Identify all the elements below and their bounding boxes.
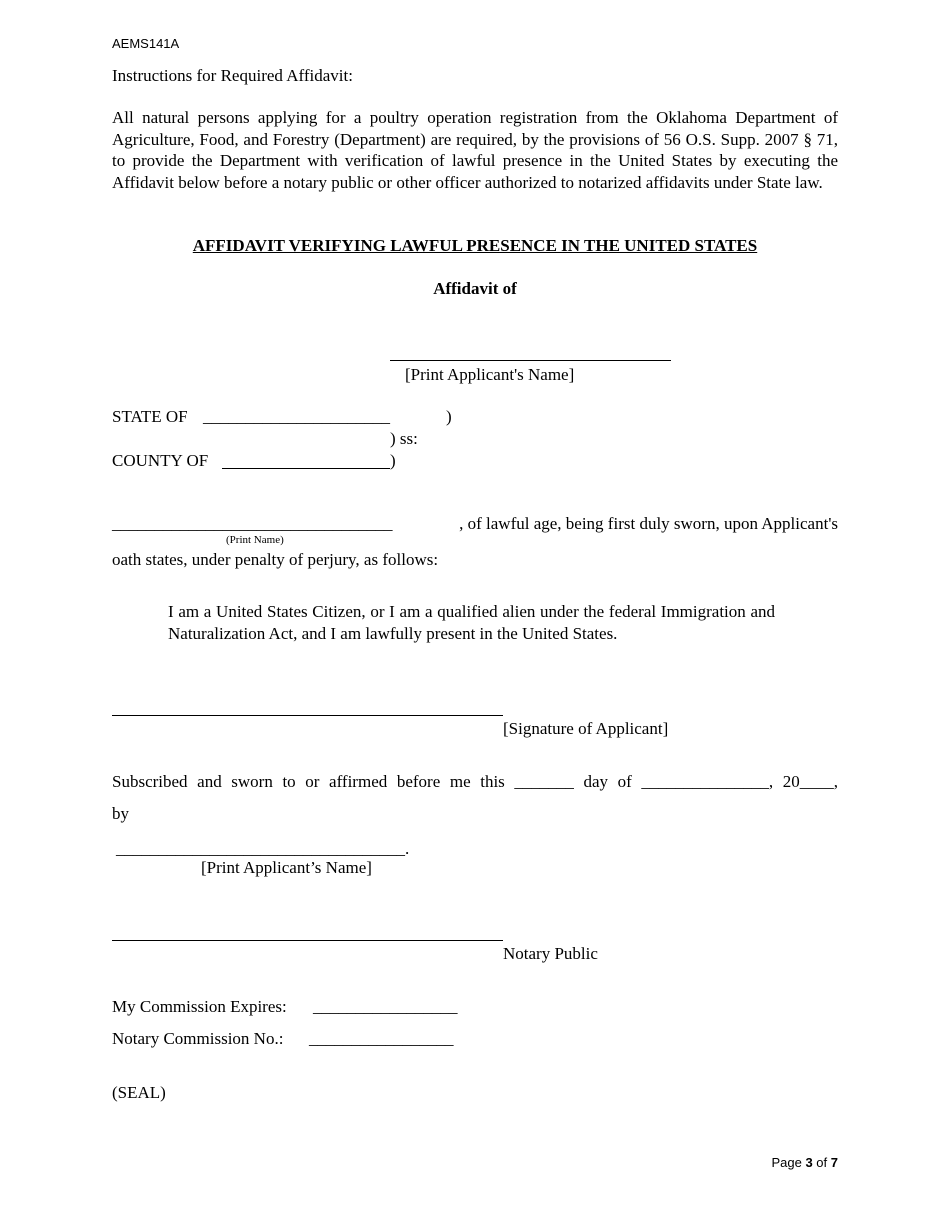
page-total: 7 — [830, 1155, 838, 1170]
oath-statement: I am a United States Citizen, or I am a qualified alien under the federal Immigration and Naturalization Act, and I am lawfully present in the United States. — [168, 602, 775, 643]
print-name-caption: (Print Name) — [226, 534, 284, 546]
oath-name-field[interactable]: _________________________________ — [112, 514, 393, 533]
state-label: STATE OF — [112, 407, 188, 426]
applicant-name-caption: [Print Applicant's Name] — [405, 365, 575, 384]
oath-line2: oath states, under penalty of perjury, as follows: — [112, 550, 439, 569]
page-of: of — [816, 1155, 828, 1170]
commission-no-field[interactable]: _________________ — [309, 1029, 454, 1048]
page-prefix: Page — [771, 1155, 802, 1170]
signature-line[interactable] — [112, 715, 503, 716]
page-number — [771, 1155, 838, 1171]
instructions-body: All natural persons applying for a poultry operation registration from the Oklahoma Department of Agriculture, Food, and Forestry (Department) are required, by the provisions of 56 O.S. Supp. 2007 § 71, to provide the Department with verification of lawful presence in the United States by executing the Affidavit below before a notary public or other officer authorized to notarized affidavits under State law. — [112, 108, 838, 192]
jurat-name-caption: [Print Applicant’s Name] — [201, 858, 372, 877]
commission-expires-label: My Commission Expires: — [112, 997, 287, 1016]
notary-caption: Notary Public — [503, 944, 598, 963]
form-code: AEMS141A — [112, 36, 180, 51]
notary-signature-line[interactable] — [112, 940, 503, 941]
county-field[interactable] — [222, 468, 390, 469]
commission-no-label: Notary Commission No.: — [112, 1029, 284, 1048]
instructions-heading: Instructions for Required Affidavit: — [112, 66, 353, 85]
jurat-name-field[interactable]: __________________________________. — [116, 839, 410, 858]
state-field[interactable]: ______________________ — [203, 407, 390, 426]
state-paren: ) — [446, 407, 452, 426]
seal-label: (SEAL) — [112, 1083, 166, 1102]
page-current: 3 — [805, 1155, 813, 1170]
commission-expires-field[interactable]: _________________ — [313, 997, 458, 1016]
applicant-name-line[interactable] — [390, 360, 671, 361]
county-label: COUNTY OF — [112, 451, 209, 470]
affidavit-title: AFFIDAVIT VERIFYING LAWFUL PRESENCE IN THE UNITED STATES — [192, 236, 758, 255]
jurat-by: by — [112, 804, 129, 823]
county-paren: ) — [390, 451, 396, 470]
signature-caption: [Signature of Applicant] — [503, 719, 669, 738]
oath-line1: , of lawful age, being first duly sworn, upon Applicant's — [459, 514, 838, 533]
jurat-line1[interactable]: Subscribed and sworn to or affirmed before me this _______ day of _______________, 20____, — [112, 772, 838, 791]
ss-label: ) ss: — [390, 429, 418, 448]
affidavit-subtitle: Affidavit of — [433, 279, 517, 298]
